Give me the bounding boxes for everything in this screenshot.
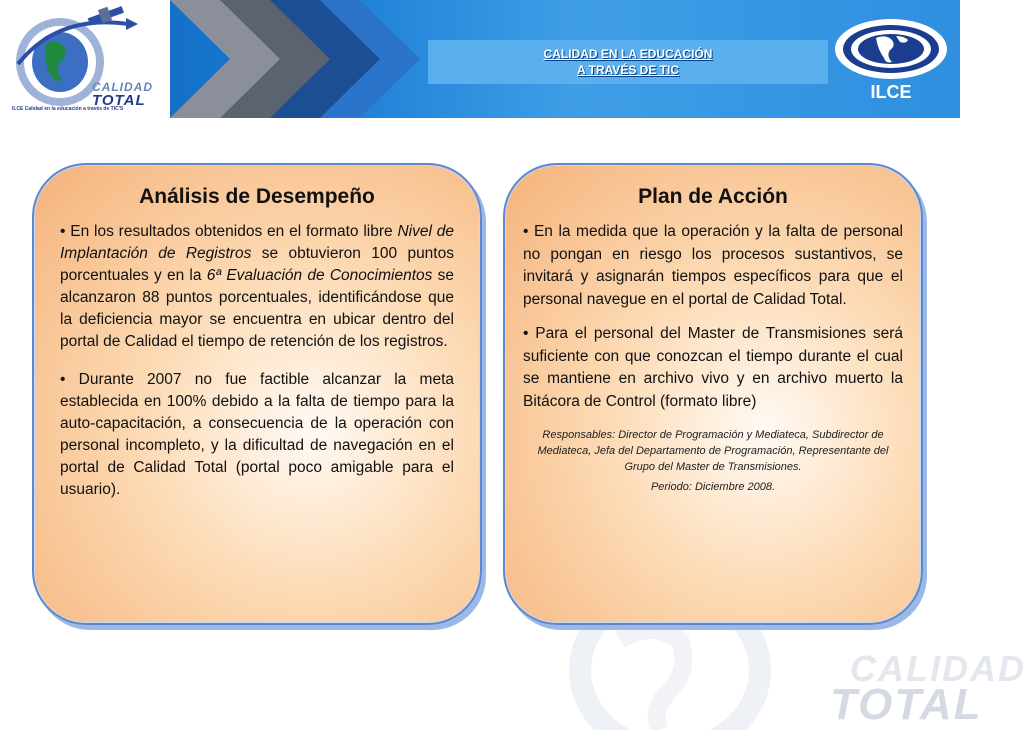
- chevron-arrows-decoration: [170, 0, 430, 118]
- header-title-line-2: A TRAVÉS DE TIC: [576, 63, 679, 77]
- analisis-paragraph-2: • Durante 2007 no fue factible alcanzar la meta establecida en 100% debido a la falta de tiempo para la auto-capacitación, a consecuencia de la operación con personal incompleto, y la dificultad de navegación en el portal de Calidad Total (portal poco amigable para el usuario).: [60, 371, 454, 498]
- plan-periodo: Periodo: Diciembre 2008.: [650, 481, 776, 493]
- plan-title: Plan de Acción: [638, 185, 788, 208]
- analisis-p1-emphasis-evaluacion: 6ª Evaluación de Conocimientos: [206, 267, 433, 284]
- plan-accion-card: [503, 163, 923, 625]
- logo-word-calidad: CALIDAD: [92, 80, 153, 94]
- plan-responsables: Responsables: Director de Programación y Mediateca, Subdirector de Mediateca, Jefa del Departamento de Programación, Representante del Grupo del Master de Transmisiones.: [537, 429, 889, 473]
- watermark-word-total: TOTAL: [830, 680, 983, 729]
- watermark-word-calidad: CALIDAD: [850, 648, 1026, 689]
- logo-word-total: TOTAL: [92, 92, 146, 109]
- analisis-title: Análisis de Desempeño: [139, 185, 375, 208]
- plan-paragraph-1: • En la medida que la operación y la falta de personal no pongan en riesgo los procesos sustantivos, se invitará y asignarán tiempos específicos para que el personal navegue en el portal de Calidad Total.: [523, 223, 903, 308]
- header-title-line-1: CALIDAD EN LA EDUCACIÓN: [543, 47, 713, 61]
- analisis-desempeno-card: [32, 163, 482, 625]
- ilce-label: ILCE: [870, 82, 912, 102]
- logo-caption: ILCE Calidad en la educación a través de TIC'S: [12, 106, 124, 112]
- analisis-p1-text-c: se alcanzaron 88 puntos porcentuales, identificándose que la deficiencia mayor se encuentra en ubicar dentro del portal de Calidad el tiempo de retención de los registros.: [60, 267, 454, 350]
- calidad-total-logo: [0, 0, 170, 118]
- analisis-paragraph-1: [60, 221, 454, 353]
- analisis-p1-emphasis-registros: Nivel de Implantación de Registros: [60, 223, 454, 262]
- plan-paragraph-2: • Para el personal del Master de Transmisiones será suficiente con que conozcan el tiempo durante el cual se mantiene en archivo vivo y en archivo muerto la Bitácora de Control (formato libre): [523, 325, 903, 410]
- analisis-p1-text-a: • En los resultados obtenidos en el formato libre: [60, 223, 398, 240]
- header-banner: [0, 0, 960, 118]
- analisis-p1-text-b: se obtuvieron 100 puntos porcentuales y en la: [60, 245, 454, 284]
- ilce-globe-icon: [832, 16, 950, 82]
- header-title-box: [428, 40, 828, 84]
